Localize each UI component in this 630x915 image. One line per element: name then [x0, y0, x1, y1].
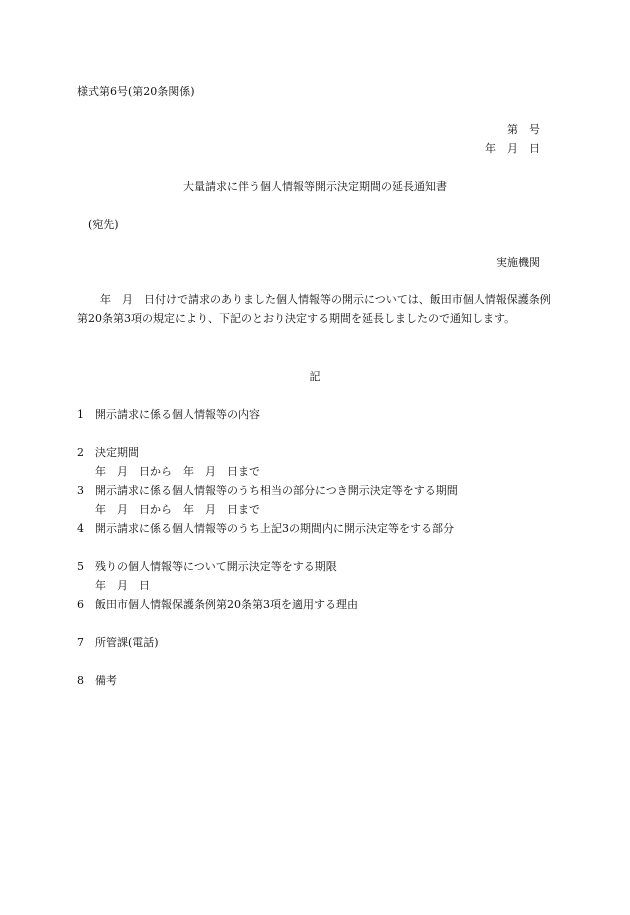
document-number: 第 号	[507, 123, 540, 136]
notice-body: 年 月 日付けで請求のありました個人情報等の開示については、飯田市個人情報保護条例第20条第3項の規定により、下記のとおり決定する期間を延長しましたので通知します。	[77, 293, 551, 325]
list-item-num-6: 6	[77, 598, 84, 611]
list-item-text-5: 残りの個人情報等について開示決定等をする期限	[95, 560, 337, 573]
list-item-num-2: 2	[77, 446, 84, 459]
list-item-num-8: 8	[77, 674, 84, 687]
list-item-text-7: 所管課(電話)	[95, 636, 159, 649]
list-item-text-2: 決定期間	[95, 446, 139, 459]
list-item-num-5: 5	[77, 560, 84, 573]
list-item-num-3: 3	[77, 484, 84, 497]
form-header: 様式第6号(第20条関係)	[77, 85, 195, 98]
sender-institution: 実施機関	[496, 256, 540, 269]
list-item-num-4: 4	[77, 522, 84, 535]
list-item-text-3: 開示請求に係る個人情報等のうち相当の部分につき開示決定等をする期間	[95, 484, 458, 497]
ki-heading: 記	[309, 370, 321, 383]
list-item-num-1: 1	[77, 408, 84, 421]
addressee: (宛先)	[88, 218, 119, 231]
list-item-text-1: 開示請求に係る個人情報等の内容	[95, 408, 260, 421]
list-item-sub-3: 年 月 日から 年 月 日まで	[95, 503, 260, 516]
list-item-text-8: 備考	[95, 674, 117, 687]
document-title: 大量請求に伴う個人情報等開示決定期間の延長通知書	[183, 180, 447, 193]
document-date: 年 月 日	[485, 142, 540, 155]
list-item-text-4: 開示請求に係る個人情報等のうち上記3の期間内に開示決定等をする部分	[95, 522, 454, 535]
list-item-text-6: 飯田市個人情報保護条例第20条第3項を適用する理由	[95, 598, 358, 611]
list-item-sub-2: 年 月 日から 年 月 日まで	[95, 465, 260, 478]
list-item-num-7: 7	[77, 636, 84, 649]
list-item-sub-5: 年 月 日	[95, 579, 150, 592]
